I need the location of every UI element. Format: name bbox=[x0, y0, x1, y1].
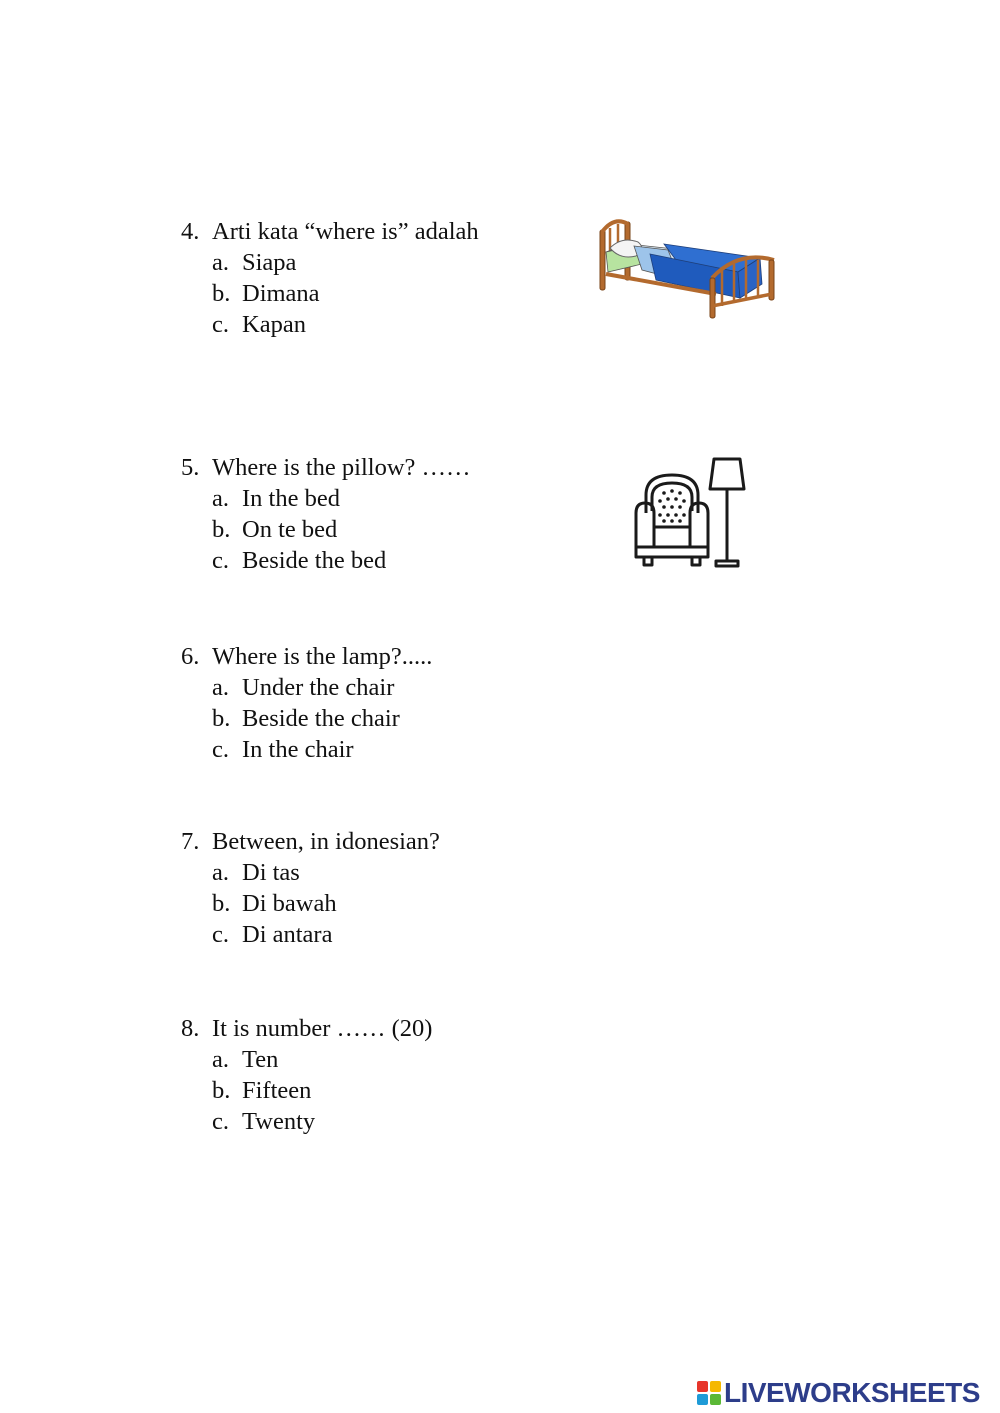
option-text: Twenty bbox=[242, 1108, 316, 1135]
question-number: 4. bbox=[181, 218, 200, 245]
option-text: Di antara bbox=[242, 921, 333, 948]
option-text: Beside the bed bbox=[242, 547, 387, 574]
option-text: Under the chair bbox=[242, 674, 395, 701]
logo-mark-icon bbox=[697, 1381, 721, 1405]
option-letter: c. bbox=[212, 1108, 229, 1135]
question-4 bbox=[181, 216, 479, 340]
option-b[interactable] bbox=[181, 514, 471, 545]
liveworksheets-logo bbox=[697, 1378, 980, 1408]
logo-text: LIVEWORKSHEETS bbox=[724, 1377, 980, 1408]
option-letter: c. bbox=[212, 921, 229, 948]
question-text: Between, in idonesian? bbox=[212, 828, 440, 855]
option-text: Dimana bbox=[242, 280, 320, 307]
option-a[interactable] bbox=[181, 483, 471, 514]
option-text: Siapa bbox=[242, 249, 297, 276]
option-letter: c. bbox=[212, 311, 229, 338]
question-5 bbox=[181, 452, 471, 576]
option-text: In the chair bbox=[242, 736, 354, 763]
option-letter: c. bbox=[212, 547, 229, 574]
question-8 bbox=[181, 1013, 432, 1137]
option-letter: b. bbox=[212, 890, 231, 917]
question-text: Where is the lamp?..... bbox=[212, 643, 433, 670]
option-a[interactable] bbox=[181, 247, 479, 278]
option-letter: a. bbox=[212, 485, 229, 512]
option-letter: a. bbox=[212, 1046, 229, 1073]
option-text: Kapan bbox=[242, 311, 306, 338]
option-b[interactable] bbox=[181, 888, 440, 919]
option-letter: b. bbox=[212, 1077, 231, 1104]
question-number: 8. bbox=[181, 1015, 200, 1042]
question-7 bbox=[181, 826, 440, 950]
option-c[interactable] bbox=[181, 1106, 432, 1137]
option-letter: a. bbox=[212, 249, 229, 276]
option-letter: a. bbox=[212, 674, 229, 701]
option-text: Beside the chair bbox=[242, 705, 400, 732]
option-b[interactable] bbox=[181, 703, 432, 734]
option-a[interactable] bbox=[181, 1044, 432, 1075]
option-text: On te bed bbox=[242, 516, 338, 543]
option-text: Di bawah bbox=[242, 890, 337, 917]
option-c[interactable] bbox=[181, 309, 479, 340]
option-letter: b. bbox=[212, 705, 231, 732]
question-text: Where is the pillow? …… bbox=[212, 454, 471, 481]
question-number: 5. bbox=[181, 454, 200, 481]
option-text: Fifteen bbox=[242, 1077, 312, 1104]
armchair-lamp-icon bbox=[632, 455, 748, 570]
option-b[interactable] bbox=[181, 278, 479, 309]
question-number: 7. bbox=[181, 828, 200, 855]
option-c[interactable] bbox=[181, 545, 471, 576]
option-a[interactable] bbox=[181, 672, 432, 703]
option-b[interactable] bbox=[181, 1075, 432, 1106]
option-text: Di tas bbox=[242, 859, 300, 886]
option-c[interactable] bbox=[181, 734, 432, 765]
option-letter: c. bbox=[212, 736, 229, 763]
option-text: In the bed bbox=[242, 485, 340, 512]
option-c[interactable] bbox=[181, 919, 440, 950]
question-text: Arti kata “where is” adalah bbox=[212, 218, 479, 245]
option-letter: b. bbox=[212, 280, 231, 307]
bed-icon bbox=[598, 214, 778, 320]
question-6 bbox=[181, 641, 432, 765]
question-number: 6. bbox=[181, 643, 200, 670]
option-a[interactable] bbox=[181, 857, 440, 888]
question-text: It is number …… (20) bbox=[212, 1015, 433, 1042]
option-letter: a. bbox=[212, 859, 229, 886]
option-letter: b. bbox=[212, 516, 231, 543]
option-text: Ten bbox=[242, 1046, 279, 1073]
